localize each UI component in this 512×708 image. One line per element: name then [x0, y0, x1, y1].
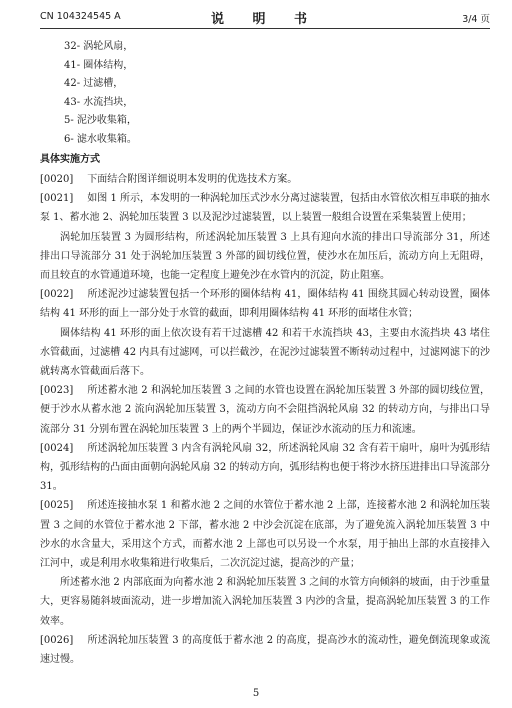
section-heading: 具体实施方式	[40, 154, 100, 165]
paragraph	[40, 324, 490, 382]
list-item: 42- 过滤槽，	[64, 78, 124, 90]
paragraph-text: 涡轮加压装置 3 为圆形结构，所述涡轮加压装置 3 上具有迎向水流的排出口导流部分 31，所述排出口导流部分 31 处于涡轮加压装置 3 外部的圆切线位置，使沙水在加压后，流动方向上无阻碍，而且较直的水管通道环境，也能一定程度上避免沙在水管内的沉淀，防止阻塞。	[40, 231, 490, 282]
header-rule	[40, 28, 490, 29]
paragraph-number: [0021]	[40, 193, 74, 205]
paragraph	[40, 496, 490, 573]
document-number: CN 104324545 A	[40, 11, 121, 22]
paragraph	[40, 285, 490, 323]
paragraph-text: 所述泥沙过滤装置包括一个环形的圈体结构 41，圈体结构 41 围绕其圆心转动设置，圈体结构 41 环形的面上一部分处于水管的截面，即利用圈体结构 41 环形的面堵住水管；	[40, 289, 490, 320]
paragraph-number: [0020]	[40, 174, 74, 185]
paragraph-text: 下面结合附图详细说明本发明的优选技术方案。	[87, 174, 298, 185]
paragraph-text: 圈体结构 41 环形的面上依次设有若干过滤槽 42 和若干水流挡块 43，主要由水流挡块 43 堵住水管截面，过滤槽 42 内具有过滤网，可以拦截沙，在泥沙过滤装置不断转动过程中，过滤网滤下的沙就转离水管截面后落下。	[40, 327, 490, 378]
description-body	[40, 170, 490, 669]
paragraph-text: 如图 1 所示，本发明的一种涡轮加压式沙水分离过滤装置，包括由水管依次相互串联的抽水泵 1、蓄水池 2、涡轮加压装置 3 以及泥沙过滤装置，以上装置一般组合设置在采集装置上使用；	[40, 193, 490, 224]
paragraph-number: [0022]	[40, 289, 74, 301]
paragraph-text: 所述蓄水池 2 内部底面为向蓄水池 2 和涡轮加压装置 3 之间的水管方向倾斜的坡面，由于沙重量大，更容易随斜坡面流动，进一步增加流入涡轮加压装置 3 内沙的含量，提高涡轮加压装置 3 的工作效率。	[40, 577, 490, 627]
list-item: 5- 泥沙收集箱，	[64, 115, 137, 127]
paragraph-text: 所述连接抽水泵 1 和蓄水池 2 之间的水管位于蓄水池 2 上部，连接蓄水池 2 和涡轮加压装置 3 之间的水管位于蓄水池 2 下部，蓄水池 2 中沙会沉淀在底部，为了避免流入涡轮加压装置 3 中沙水的水含量大，采用这个方式，而蓄水池 2 上部也可以另设一个水泵，用于抽出上部的水直接排入江河中，或是利用水收集箱进行收集后，二次沉淀过滤，提高沙的产量；	[40, 500, 490, 570]
page-header	[40, 8, 490, 26]
paragraph	[40, 631, 490, 669]
list-item: 6- 滤水收集箱。	[64, 133, 137, 145]
paragraph	[40, 170, 490, 189]
paragraph	[40, 439, 490, 497]
reference-list	[64, 38, 137, 150]
paragraph-text: 所述涡轮加压装置 3 的高度低于蓄水池 2 的高度，提高沙水的流动性，避免倒流现象或流速过慢。	[40, 634, 490, 666]
list-item: 32- 涡轮风扇，	[64, 41, 134, 52]
paragraph-text: 所述蓄水池 2 和涡轮加压装置 3 之间的水管也设置在涡轮加压装置 3 外部的圆切线位置，便于沙水从蓄水池 2 流向涡轮加压装置 3，流动方向不会阻挡涡轮风扇 32 的转动方向，与排出口导流部分 31 分别布置在涡轮加压装置 3 上的两个半圆边，保证沙水流动的压力和流速。	[40, 385, 490, 435]
list-item: 41- 圈体结构，	[64, 59, 134, 71]
page-number: 5	[252, 688, 260, 699]
paragraph-text: 所述涡轮加压装置 3 内含有涡轮风扇 32，所述涡轮风扇 32 含有若干扇叶，扇叶为弧形结构，弧形结构的凸面由面朝向涡轮风扇 32 的转动方向，弧形结构也便于将沙水挤压进排出口导流部分 31。	[40, 442, 490, 493]
document-title: 说 明 书	[210, 12, 320, 27]
paragraph-number: [0023]	[40, 385, 74, 397]
paragraph	[40, 228, 490, 286]
paragraph	[40, 189, 490, 227]
paragraph	[40, 573, 490, 631]
paragraph-number: [0025]	[40, 500, 74, 512]
list-item: 43- 水流挡块，	[64, 96, 134, 108]
paragraph-number: [0024]	[40, 442, 74, 454]
paragraph	[40, 381, 490, 439]
page-info: 3/4 页	[462, 14, 490, 25]
paragraph-number: [0026]	[40, 634, 74, 646]
